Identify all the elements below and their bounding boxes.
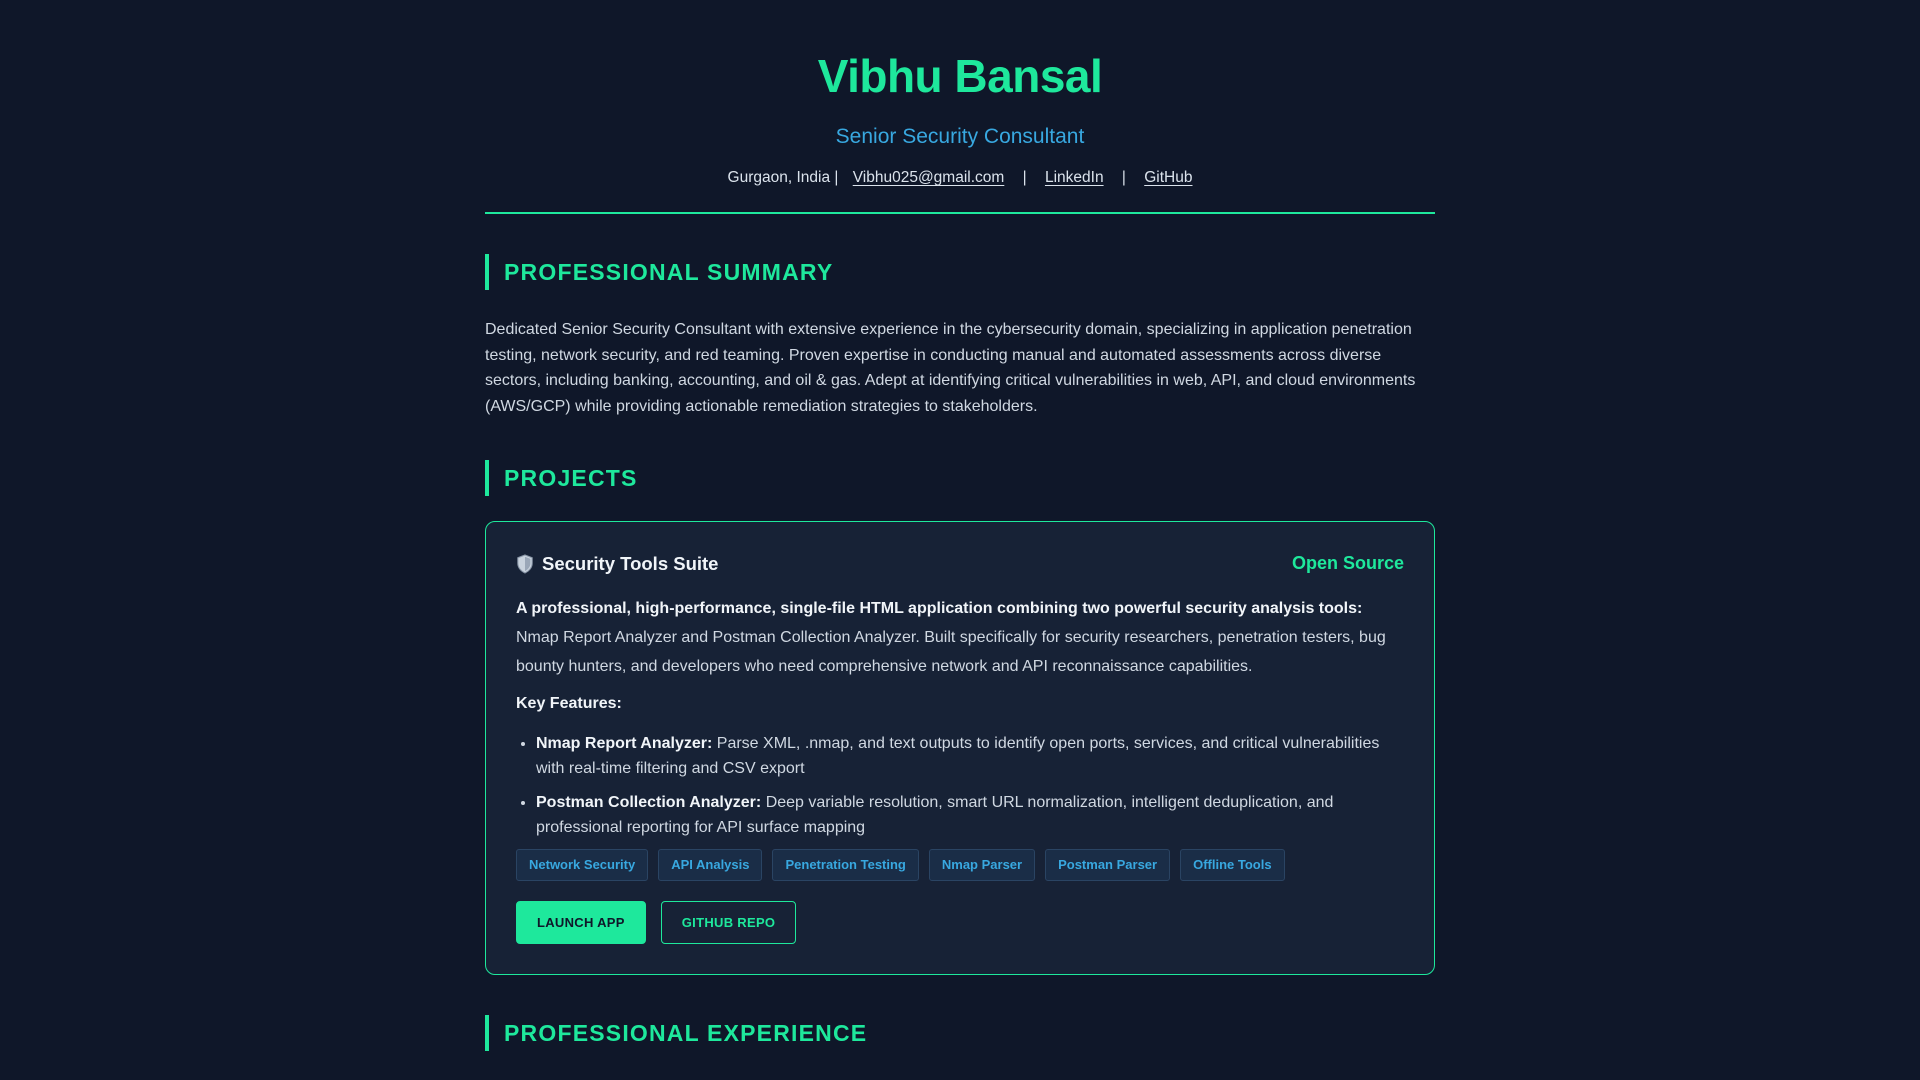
project-card-header [516,552,1404,576]
shield-icon [516,554,534,574]
email-link[interactable]: Vibhu025@gmail.com [852,169,1005,186]
project-card [485,521,1435,975]
tag-nmap-parser: Nmap Parser [929,849,1035,881]
experience-section [485,1015,1435,1051]
github-repo-button[interactable]: GITHUB REPO [661,901,797,944]
key-features-label: Key Features: [516,694,622,712]
contact-line [485,168,1435,188]
feature-list [516,731,1404,840]
tag-penetration-testing: Penetration Testing [772,849,918,881]
tag-api-analysis: API Analysis [658,849,762,881]
list-item [536,731,1404,781]
github-link[interactable]: GitHub [1144,169,1193,186]
contact-separator: | [1121,169,1126,186]
project-license-badge: Open Source [1291,553,1404,574]
experience-heading: PROFESSIONAL EXPERIENCE [485,1015,1435,1051]
projects-heading: PROJECTS [485,460,1435,496]
summary-heading: PROFESSIONAL SUMMARY [485,254,1435,290]
project-description-body: Nmap Report Analyzer and Postman Collection Analyzer. Built specifically for security researchers, penetration testers, bug bounty hunters, and developers who need comprehensive network and API reconnaissance capabilities. [516,628,1386,675]
candidate-name: Vibhu Bansal [817,50,1103,102]
summary-section [485,254,1435,420]
tag-network-security: Network Security [516,849,648,881]
tag-list [516,849,1404,881]
projects-section [485,460,1435,975]
location: Gurgaon, India | [727,169,839,186]
project-title-text: Security Tools Suite [542,552,719,574]
feature-text: Deep variable resolution, smart URL normalization, intelligent deduplication, and professional reporting for API surface mapping [536,793,1334,836]
feature-name: Postman Collection Analyzer: [536,793,762,811]
project-actions [516,901,1404,944]
project-description-lead: A professional, high-performance, single-file HTML application combining two powerful security analysis tools: [516,599,1363,617]
resume-header [485,0,1435,214]
launch-app-button[interactable]: LAUNCH APP [516,901,646,944]
project-title [516,553,718,575]
project-description [516,594,1404,681]
list-item [536,790,1404,840]
feature-text: Parse XML, .nmap, and text outputs to identify open ports, services, and critical vulnerabilities with real-time filtering and CSV export [536,734,1380,777]
linkedin-link[interactable]: LinkedIn [1044,169,1104,186]
job-title: Senior Security Consultant [835,125,1085,148]
resume-page [485,0,1435,1051]
tag-postman-parser: Postman Parser [1045,849,1170,881]
tag-offline-tools: Offline Tools [1180,849,1284,881]
header-divider [485,212,1435,214]
feature-name: Nmap Report Analyzer: [536,734,713,752]
summary-text: Dedicated Senior Security Consultant with extensive experience in the cybersecurity domain, specializing in application penetration testing, network security, and red teaming. Proven expertise in conducting manual and automated assessments across diverse sectors, including banking, accounting, and oil & gas. Adept at identifying critical vulnerabilities in web, API, and cloud environments (AWS/GCP) while providing actionable remediation strategies to stakeholders. [485,321,1416,416]
contact-separator: | [1022,169,1027,186]
